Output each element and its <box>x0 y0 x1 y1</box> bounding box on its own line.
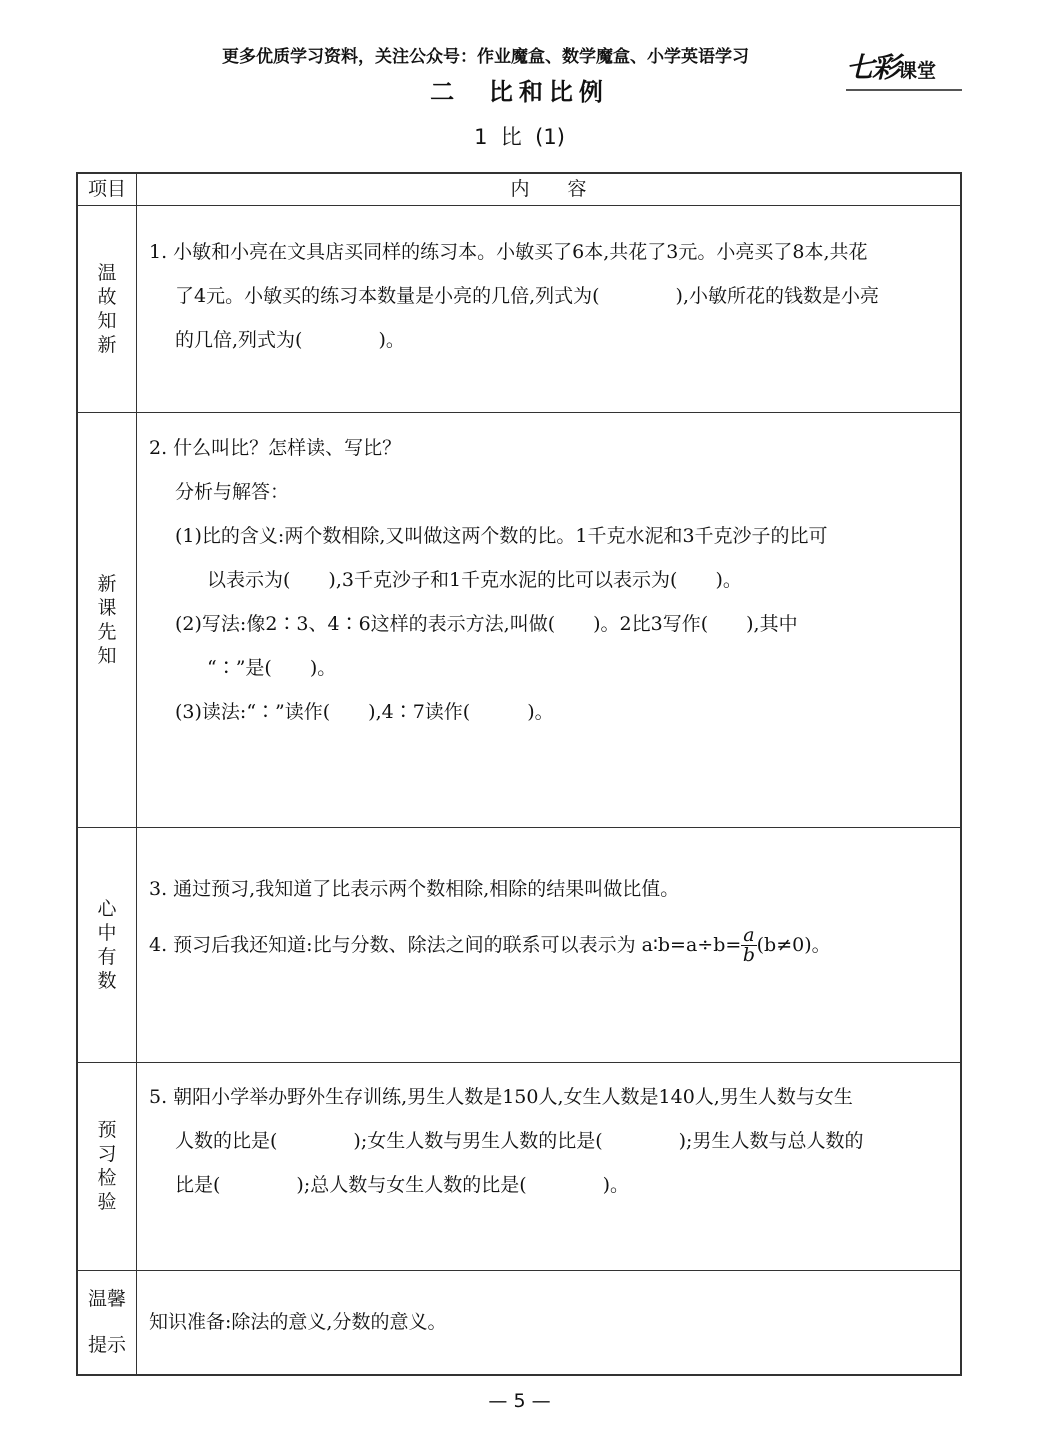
row-label-cell <box>77 1270 137 1375</box>
formula-text: 4. 预习后我还知道:比与分数、除法之间的联系可以表示为 a∶b=a÷b= <box>149 933 742 956</box>
row-label: 预习检验 <box>97 1119 117 1213</box>
table-row <box>77 1062 961 1270</box>
question-line: 以表示为( ),3千克沙子和1千克水泥的比可以表示为( )。 <box>207 568 742 591</box>
table-row <box>77 205 961 412</box>
question-line: 的几倍,列式为( )。 <box>175 328 405 351</box>
logo-main: 七彩 <box>846 51 899 84</box>
row-label: 心中有数 <box>97 897 117 992</box>
row-content <box>137 412 962 827</box>
fraction <box>741 926 756 965</box>
logo-underline <box>846 89 962 91</box>
question-line: 了4元。小敏买的练习本数量是小亮的几倍,列式为( ),小敏所花的钱数是小亮 <box>175 284 879 307</box>
header-content-cell <box>137 173 962 205</box>
question-line <box>149 917 950 973</box>
question-line: (3)读法:“∶”读作( ),4∶7读作( )。 <box>175 700 554 723</box>
question-line: 5. 朝阳小学举办野外生存训练,男生人数是150人,女生人数是140人,男生人数与女生 <box>149 1085 853 1108</box>
row-content <box>137 1270 962 1375</box>
row-content <box>137 827 962 1062</box>
row-label: 温故知新 <box>97 261 117 356</box>
table-row <box>77 827 961 1062</box>
question-line: 分析与解答： <box>175 480 290 503</box>
page-number: — 5 — <box>488 1390 551 1412</box>
row-label-cell <box>77 412 137 827</box>
content-table <box>76 172 962 1376</box>
row-label-cell <box>77 1062 137 1270</box>
question-line: (2)写法:像2∶3、4∶6这样的表示方法,叫做( )。2比3写作( ),其中 <box>175 612 798 635</box>
question-line: “∶”是( )。 <box>207 656 337 679</box>
formula-condition: (b≠0)。 <box>756 933 831 956</box>
chapter-title: 二 比和比例 <box>430 78 609 106</box>
publisher-logo <box>846 50 936 86</box>
row-content <box>137 205 962 412</box>
row-label-cell <box>77 205 137 412</box>
question-line: 3. 通过预习,我知道了比表示两个数相除,相除的结果叫做比值。 <box>149 877 680 900</box>
question-line: 1. 小敏和小亮在文具店买同样的练习本。小敏买了6本,共花了3元。小亮买了8本,共花 <box>149 240 868 263</box>
row-content <box>137 1062 962 1270</box>
header-content: 内 容 <box>510 178 587 201</box>
logo-sub: 课堂 <box>898 60 937 82</box>
fraction-denominator: b <box>742 944 756 966</box>
lesson-title: 1 比 (1) <box>474 125 565 149</box>
row-label: 温馨提示 <box>87 1288 126 1357</box>
row-label-cell <box>77 827 137 1062</box>
question-line: 2. 什么叫比？怎样读、写比？ <box>149 436 402 459</box>
fraction-numerator: a <box>743 924 755 946</box>
table-row <box>77 412 961 827</box>
question-line: 比是( );总人数与女生人数的比是( )。 <box>175 1173 630 1196</box>
promo-notice: 更多优质学习资料，关注公众号：作业魔盒、数学魔盒、小学英语学习 <box>222 47 749 67</box>
tip-line: 知识准备:除法的意义,分数的意义。 <box>149 1311 447 1334</box>
header-item-cell <box>77 173 137 205</box>
header-item: 项目 <box>87 178 126 201</box>
table-header-row <box>77 173 961 205</box>
question-line: 人数的比是( );女生人数与男生人数的比是( );男生人数与总人数的 <box>175 1129 864 1152</box>
row-label: 新课先知 <box>97 572 117 667</box>
table-row <box>77 1270 961 1375</box>
question-line: (1)比的含义:两个数相除,又叫做这两个数的比。1千克水泥和3千克沙子的比可 <box>175 524 828 547</box>
